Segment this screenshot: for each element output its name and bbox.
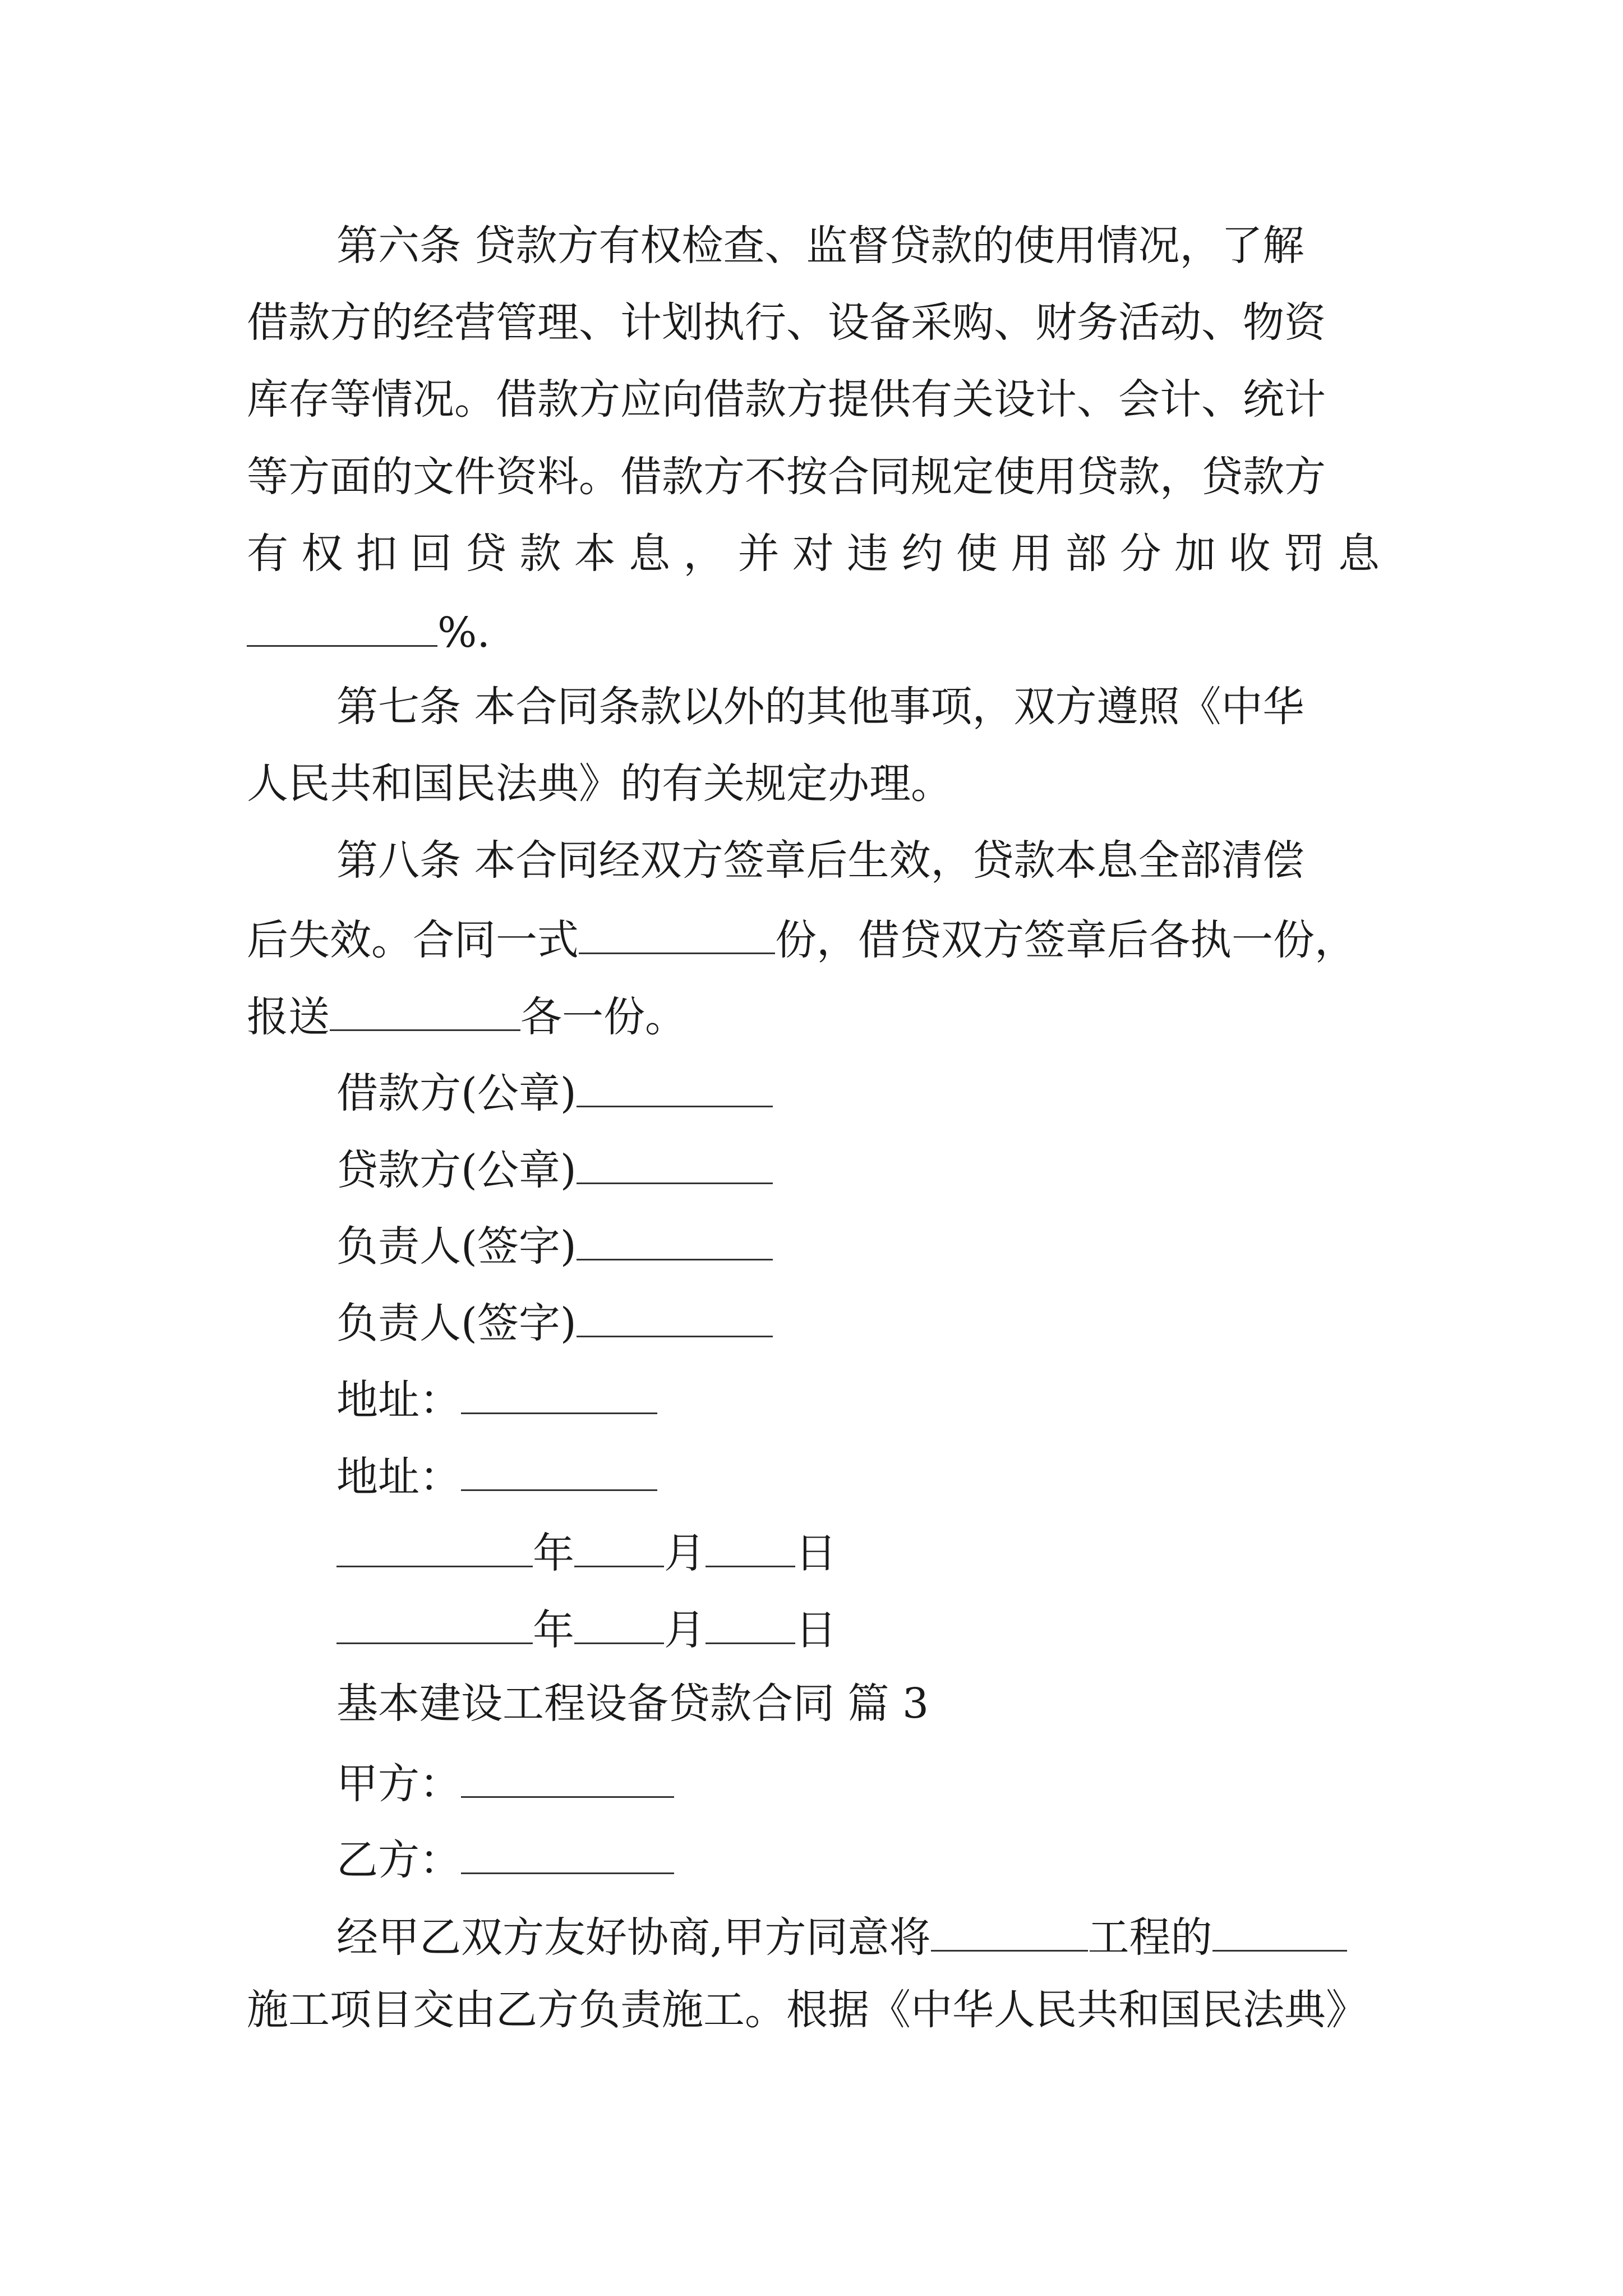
article-6-line-5-char: 有	[247, 530, 288, 578]
day-label: 日	[795, 1606, 837, 1654]
article-6-line-5-char: 扣	[356, 530, 398, 578]
article-6-line-5-char: 用	[1011, 530, 1053, 578]
project-blank[interactable]	[931, 1906, 1088, 1952]
article-6-line-5	[247, 526, 1380, 582]
article-6-line-5-char: 本	[574, 530, 616, 578]
borrower-seal-label: 借款方(公章)	[336, 1069, 577, 1117]
day-label: 日	[795, 1529, 837, 1577]
article-6-line-5-char: 回	[410, 530, 452, 578]
party-b-line	[336, 1829, 1469, 1888]
month-label: 月	[664, 1606, 706, 1654]
year-label: 年	[533, 1606, 574, 1654]
submit-to-blank[interactable]	[330, 986, 520, 1031]
party-a-label: 甲方：	[336, 1760, 461, 1808]
year-blank[interactable]	[336, 1599, 533, 1644]
borrower-seal-line	[336, 1062, 1469, 1121]
lender-signatory-label: 负责人(签字)	[336, 1299, 577, 1347]
article-6-line-5-char: 部	[1065, 530, 1107, 578]
article-6-line-5-char: 约	[901, 530, 943, 578]
copies-prefix: 后失效。合同一式	[247, 916, 579, 964]
article-6-line-5-char: 息	[629, 530, 671, 578]
lender-address-line	[336, 1446, 1469, 1505]
borrower-signatory-blank[interactable]	[577, 1215, 773, 1260]
day-blank[interactable]	[706, 1599, 795, 1644]
borrower-address-label: 地址：	[336, 1376, 461, 1424]
percent-sign: %.	[437, 609, 490, 657]
day-blank[interactable]	[706, 1522, 795, 1567]
party-a-blank[interactable]	[461, 1752, 674, 1798]
lender-seal-label: 贷款方(公章)	[336, 1146, 577, 1194]
borrower-signatory-line	[336, 1215, 1469, 1274]
article-6-line-1: 第六条 贷款方有权检查、监督贷款的使用情况，了解	[336, 222, 1304, 270]
borrower-address-blank[interactable]	[461, 1369, 657, 1414]
submit-suffix: 各一份。	[520, 993, 686, 1041]
copies-blank[interactable]	[579, 909, 775, 954]
article-6-line-5-char: 加	[1174, 530, 1216, 578]
article-6-line-5-char: 对	[792, 530, 834, 578]
article-8-line-3	[247, 986, 1380, 1045]
submit-prefix: 报送	[247, 993, 330, 1041]
lender-signatory-line	[336, 1292, 1469, 1351]
agreement-line-1	[336, 1906, 1380, 1966]
date-line-1	[336, 1522, 1469, 1581]
article-6-line-5-char: 并	[737, 530, 780, 578]
year-label: 年	[533, 1529, 574, 1577]
copies-suffix: 份，借贷双方签章后各执一份，	[775, 916, 1356, 964]
article-6-line-5-char: 款	[519, 530, 561, 578]
article-6-line-5-char: ，	[683, 530, 725, 578]
party-b-label: 乙方：	[336, 1836, 461, 1884]
borrower-signatory-label: 负责人(签字)	[336, 1222, 577, 1271]
agreement-mid: 工程的	[1087, 1913, 1212, 1962]
article-6-line-2: 借款方的经营管理、计划执行、设备采购、财务活动、物资	[247, 298, 1326, 347]
lender-seal-blank[interactable]	[577, 1139, 773, 1184]
article-6-line-4: 等方面的文件资料。借款方不按合同规定使用贷款，贷款方	[247, 453, 1326, 501]
article-6-line-5-char: 分	[1119, 530, 1161, 578]
lender-seal-line	[336, 1139, 1469, 1198]
lender-address-label: 地址：	[336, 1453, 461, 1501]
article-6-line-3: 库存等情况。借款方应向借款方提供有关设计、会计、统计	[247, 375, 1326, 424]
section-title: 基本建设工程设备贷款合同 篇 3	[336, 1680, 929, 1728]
date-line-2	[336, 1599, 1469, 1658]
article-6-line-6	[247, 601, 1380, 661]
article-6-line-5-char: 收	[1229, 530, 1271, 578]
work-item-blank[interactable]	[1212, 1906, 1347, 1952]
article-6-line-5-char: 息	[1338, 530, 1380, 578]
agreement-prefix: 经甲乙双方友好协商,甲方同意将	[336, 1913, 931, 1962]
lender-address-blank[interactable]	[461, 1446, 657, 1491]
article-6-line-5-char: 罚	[1283, 530, 1325, 578]
lender-signatory-blank[interactable]	[577, 1292, 773, 1337]
agreement-line-2: 施工项目交由乙方负责施工。根据《中华人民共和国民法典》	[247, 1986, 1367, 2034]
article-6-line-5-char: 权	[301, 530, 343, 578]
month-blank[interactable]	[574, 1522, 664, 1567]
article-8-line-1: 第八条 本合同经双方签章后生效，贷款本息全部清偿	[336, 836, 1304, 885]
party-b-blank[interactable]	[461, 1829, 674, 1874]
article-7-line-1: 第七条 本合同条款以外的其他事项，双方遵照《中华	[336, 683, 1304, 731]
borrower-seal-blank[interactable]	[577, 1062, 773, 1107]
article-6-line-5-char: 贷	[465, 530, 507, 578]
month-blank[interactable]	[574, 1599, 664, 1644]
article-6-line-5-char: 违	[847, 530, 889, 578]
borrower-address-line	[336, 1369, 1469, 1428]
article-8-line-2	[247, 909, 1380, 968]
month-label: 月	[664, 1529, 706, 1577]
article-7-line-2: 人民共和国民法典》的有关规定办理。	[247, 760, 952, 808]
article-6-line-5-char: 使	[956, 530, 998, 578]
year-blank[interactable]	[336, 1522, 533, 1567]
party-a-line	[336, 1752, 1469, 1812]
penalty-rate-blank[interactable]	[247, 601, 437, 647]
